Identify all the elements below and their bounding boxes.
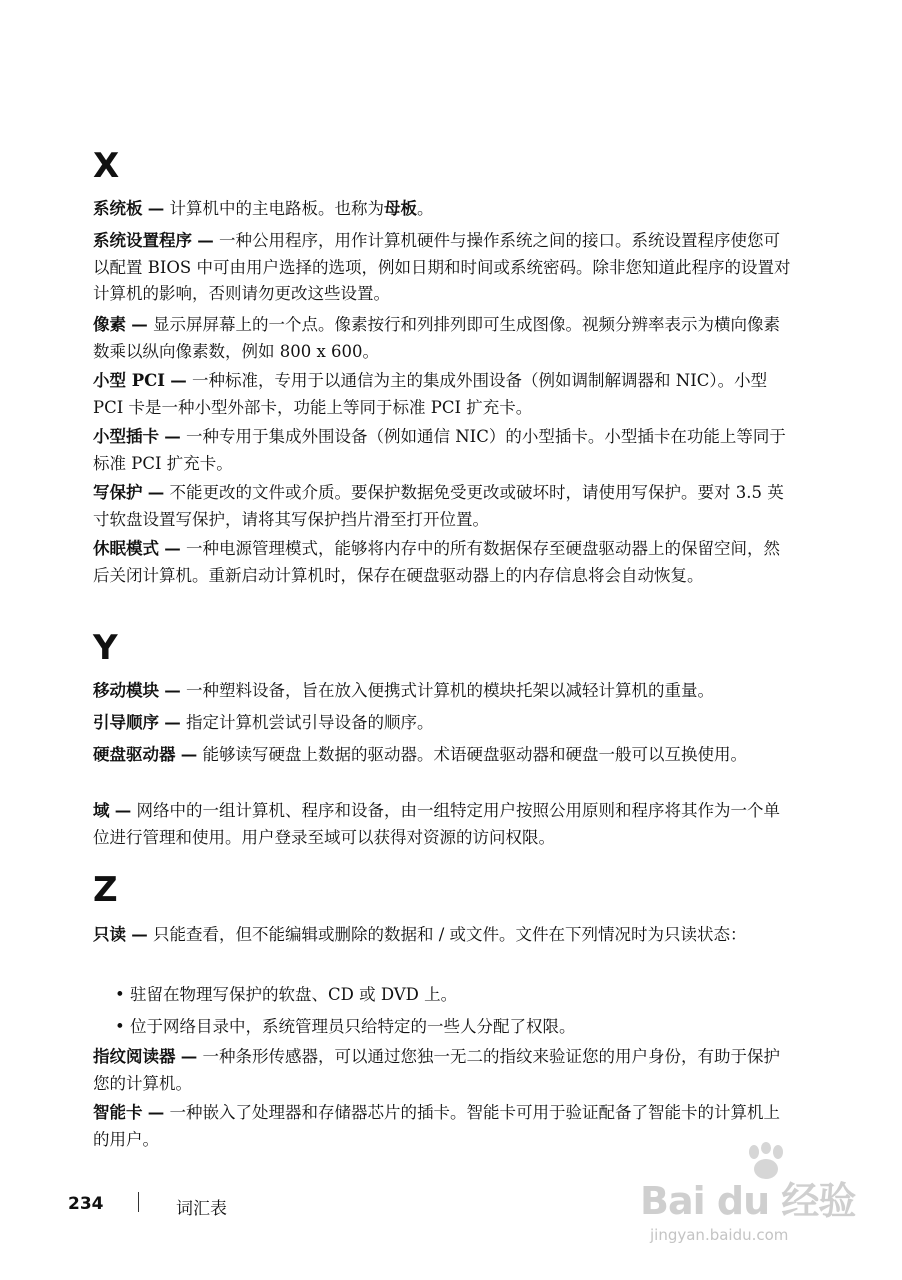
entry-dash: —	[147, 483, 165, 502]
entry-dash: —	[131, 925, 148, 944]
glossary-entry	[93, 922, 793, 949]
glossary-entry	[93, 196, 793, 223]
entry-term: 系统板	[93, 199, 143, 218]
glossary-entry	[93, 312, 793, 365]
entry-dash: —	[197, 231, 214, 250]
watermark-url: jingyan.baidu.com	[650, 1226, 789, 1244]
entry-term: 系统设置程序	[93, 231, 192, 250]
entry-definition: 一种塑料设备，旨在放入便携式计算机的模块托架以减轻计算机的重量。	[180, 681, 714, 700]
glossary-entry	[93, 742, 793, 769]
entry-dash: —	[164, 427, 181, 446]
entry-definition: 显示屏屏幕上的一个点。像素按行和列排列即可生成图像。视频分辨率表示为横向像素数乘以纵向像素数，例如 800 x 600。	[93, 315, 780, 361]
list-item: • 驻留在物理写保护的软盘、CD 或 DVD 上。	[115, 985, 458, 1004]
watermark-brand: Bai du 经验	[640, 1179, 856, 1223]
entry-term: 智能卡	[93, 1103, 143, 1122]
entry-definition: 一种公用程序，用作计算机硬件与操作系统之间的接口。系统设置程序使您可以配置 BIOS 中可由用户选择的选项，例如日期和时间或系统密码。除非您知道此程序的设置对计算机的影响，否则请勿更改这些设置。	[93, 231, 791, 303]
entry-definition: 指定计算机尝试引导设备的顺序。	[180, 713, 434, 732]
entry-term: 域	[93, 801, 110, 820]
entry-definition: 不能更改的文件或介质。要保护数据免受更改或破坏时，请使用写保护。要对 3.5 英寸软盘设置写保护，请将其写保护挡片滑至打开位置。	[93, 483, 784, 529]
entry-term: 像素	[93, 315, 126, 334]
glossary-entry	[93, 798, 793, 851]
entry-term: 小型 PCI	[93, 371, 166, 390]
entry-definition: 一种电源管理模式，能够将内存中的所有数据保存至硬盘驱动器上的保留空间，然后关闭计算机。重新启动计算机时，保存在硬盘驱动器上的内存信息将会自动恢复。	[93, 539, 780, 585]
entry-dash: —	[164, 713, 181, 732]
entry-definition: 一种条形传感器，可以通过您独一无二的指纹来验证您的用户身份，有助于保护您的计算机。	[93, 1047, 780, 1093]
entry-dash: —	[147, 1103, 165, 1122]
footer-title: 词汇表	[176, 1199, 227, 1219]
entry-term: 指纹阅读器	[93, 1047, 176, 1066]
entry-dash: —	[180, 1047, 198, 1066]
entry-dash: —	[170, 371, 187, 390]
entry-dash: —	[114, 801, 132, 820]
entry-definition: 只能查看，但不能编辑或删除的数据和 / 或文件。文件在下列情况时为只读状态：	[147, 925, 747, 944]
list-item: • 位于网络目录中，系统管理员只给特定的一些人分配了权限。	[115, 1017, 576, 1036]
glossary-entry	[93, 536, 793, 589]
glossary-entry	[93, 710, 793, 737]
section-letter-z: Z	[93, 870, 117, 910]
glossary-entry	[93, 1044, 793, 1097]
section-letter-y: Y	[93, 628, 117, 668]
entry-definition: 计算机中的主电路板。也称为	[164, 199, 384, 218]
entry-definition: 网络中的一组计算机、程序和设备，由一组特定用户按照公用原则和程序将其作为一个单位进行管理和使用。用户登录至域可以获得对资源的访问权限。	[93, 801, 780, 847]
entry-dash: —	[147, 199, 165, 218]
entry-dash: —	[164, 681, 181, 700]
entry-emphasis: 母板	[384, 199, 417, 218]
entry-dash: —	[164, 539, 181, 558]
glossary-entry	[93, 678, 793, 705]
entry-definition: 一种标准，专用于以通信为主的集成外围设备（例如调制解调器和 NIC）。小型 PCI 卡是一种小型外部卡，功能上等同于标准 PCI 扩充卡。	[93, 371, 768, 417]
entry-term: 移动模块	[93, 681, 159, 700]
entry-dash: —	[180, 745, 198, 764]
glossary-entry	[93, 424, 793, 477]
entry-term: 只读	[93, 925, 126, 944]
entry-term: 引导顺序	[93, 713, 159, 732]
entry-definition: 一种嵌入了处理器和存储器芯片的插卡。智能卡可用于验证配备了智能卡的计算机上的用户。	[93, 1103, 780, 1149]
entry-definition: 能够读写硬盘上数据的驱动器。术语硬盘驱动器和硬盘一般可以互换使用。	[197, 745, 747, 764]
entry-definition-tail: 。	[417, 199, 434, 218]
glossary-entry	[93, 480, 793, 533]
entry-definition: 一种专用于集成外围设备（例如通信 NIC）的小型插卡。小型插卡在功能上等同于标准 PCI 扩充卡。	[93, 427, 786, 473]
page-number: 234	[68, 1194, 104, 1214]
entry-dash: —	[131, 315, 148, 334]
entry-term: 写保护	[93, 483, 143, 502]
baidu-jingyan-watermark	[640, 1140, 870, 1260]
footer-divider	[138, 1192, 139, 1212]
glossary-entry	[93, 368, 793, 421]
glossary-entry	[93, 228, 793, 308]
entry-term: 小型插卡	[93, 427, 159, 446]
entry-term: 硬盘驱动器	[93, 745, 176, 764]
section-letter-x: X	[93, 146, 119, 186]
entry-term: 休眠模式	[93, 539, 159, 558]
